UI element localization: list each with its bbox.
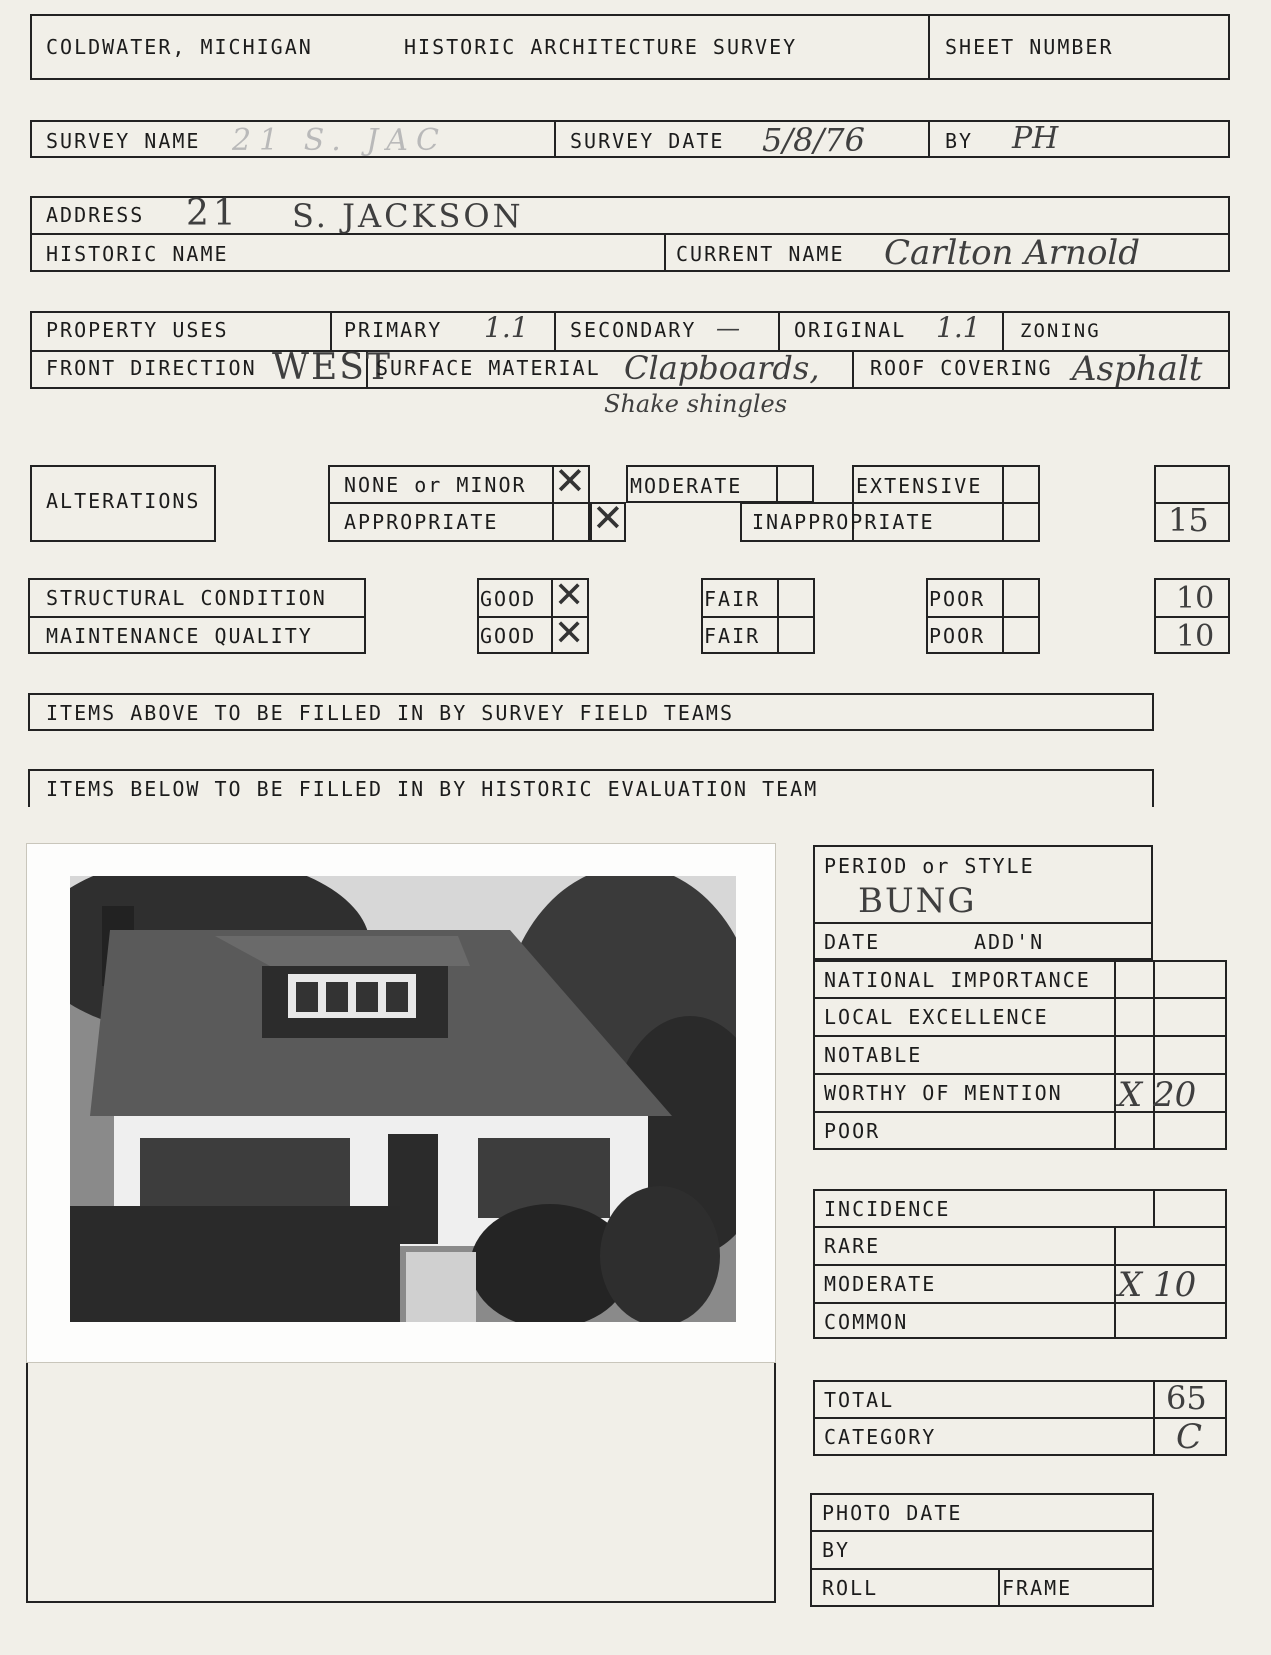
- structural-good-check: ✕: [554, 575, 585, 616]
- prop-v4: [1002, 311, 1004, 350]
- address-street: S. JACKSON: [292, 197, 524, 235]
- evaluation-team-note: ITEMS BELOW TO BE FILLED IN BY HISTORIC EVALUATION TEAM: [46, 777, 819, 801]
- incidence-vline-2: [1153, 1189, 1155, 1226]
- maintenance-good-check: ✕: [554, 613, 585, 654]
- by-label: BY: [945, 129, 974, 153]
- by-value: PH: [1012, 121, 1059, 156]
- roof-covering-value: Asphalt: [1072, 349, 1203, 389]
- worthy-of-mention-score: X 20: [1118, 1075, 1197, 1115]
- importance-vline-1: [1114, 960, 1116, 1150]
- addn-label: ADD'N: [974, 930, 1045, 954]
- survey-divider-2: [928, 120, 930, 158]
- survey-divider-1: [554, 120, 556, 158]
- pi-h1: [810, 1530, 1154, 1532]
- alterations-label: ALTERATIONS: [46, 489, 201, 513]
- survey-name-label: SURVEY NAME: [46, 129, 201, 153]
- historic-name-label: HISTORIC NAME: [46, 242, 229, 266]
- notable-label: NOTABLE: [824, 1043, 923, 1067]
- inapp-bottom: [740, 540, 1040, 542]
- survey-name-value: 21 S. JAC: [232, 123, 447, 158]
- secondary-label: SECONDARY: [570, 318, 697, 342]
- totals-hline: [813, 1417, 1227, 1419]
- ext-vline: [1002, 465, 1004, 542]
- period-style-value: BUNG: [858, 881, 977, 921]
- cond-label-hline: [28, 616, 366, 618]
- structural-fair-label: FAIR: [704, 587, 761, 611]
- category-value: C: [1176, 1417, 1203, 1457]
- secondary-value: —: [716, 314, 740, 342]
- appropriate-label: APPROPRIATE: [344, 510, 499, 534]
- alterations-score: 15: [1168, 501, 1209, 539]
- house-photo: [70, 876, 736, 1322]
- appropriate-check: ✕: [592, 496, 624, 540]
- maintenance-fair-label: FAIR: [704, 624, 761, 648]
- survey-date-value: 5/8/76: [762, 121, 865, 159]
- fair-vline: [777, 578, 779, 654]
- roll-label: ROLL: [822, 1576, 879, 1600]
- structural-poor-label: POOR: [929, 587, 986, 611]
- prop-v1: [330, 311, 332, 350]
- ext-hline: [740, 502, 1040, 504]
- none-minor-check: ✕: [554, 459, 586, 503]
- total-value: 65: [1166, 1379, 1207, 1417]
- importance-vline-2: [1153, 960, 1155, 1150]
- prop-v2: [554, 311, 556, 350]
- front-direction-label: FRONT DIRECTION: [46, 356, 257, 380]
- original-value: 1.1: [936, 311, 981, 344]
- form-title: HISTORIC ARCHITECTURE SURVEY: [404, 35, 798, 59]
- none-minor-label: NONE or MINOR: [344, 473, 527, 497]
- evaluation-poor-label: POOR: [824, 1119, 881, 1143]
- inappropriate-label: INAPPROPRIATE: [752, 510, 935, 534]
- totals-vline: [1153, 1380, 1155, 1456]
- roof-covering-label: ROOF COVERING: [870, 356, 1053, 380]
- sheet-number-label: SHEET NUMBER: [945, 35, 1114, 59]
- prop-v6: [852, 350, 854, 389]
- national-importance-label: NATIONAL IMPORTANCE: [824, 968, 1091, 992]
- imp-h1: [813, 997, 1227, 999]
- good-vline: [551, 578, 553, 654]
- date-label: DATE: [824, 930, 881, 954]
- inapp-vline: [740, 502, 742, 542]
- frame-label: FRAME: [1002, 1576, 1073, 1600]
- address-number: 21: [186, 193, 240, 234]
- incidence-moderate-label: MODERATE: [824, 1272, 937, 1296]
- period-hline: [813, 922, 1153, 924]
- poor-hline: [926, 616, 1040, 618]
- incidence-label: INCIDENCE: [824, 1197, 951, 1221]
- header-divider: [928, 14, 930, 80]
- maintenance-score: 10: [1176, 619, 1215, 654]
- primary-value: 1.1: [484, 311, 529, 344]
- address-vline: [664, 233, 666, 272]
- structural-condition-label: STRUCTURAL CONDITION: [46, 586, 327, 610]
- current-name-value: Carlton Arnold: [884, 233, 1141, 273]
- moderate-vline: [776, 465, 778, 503]
- total-label: TOTAL: [824, 1388, 895, 1412]
- photo-date-label: PHOTO DATE: [822, 1501, 963, 1525]
- prop-v3: [778, 311, 780, 350]
- incidence-vline-1: [1114, 1226, 1116, 1339]
- extensive-label: EXTENSIVE: [856, 474, 983, 498]
- maintenance-poor-label: POOR: [929, 624, 986, 648]
- zoning-label: ZONING: [1020, 320, 1101, 342]
- photo-by-label: BY: [822, 1538, 851, 1562]
- address-label: ADDRESS: [46, 203, 145, 227]
- pi-v: [998, 1568, 1000, 1607]
- current-name-label: CURRENT NAME: [676, 242, 845, 266]
- moderate-label: MODERATE: [630, 474, 743, 498]
- surface-material-label: SURFACE MATERIAL: [376, 356, 601, 380]
- original-label: ORIGINAL: [794, 318, 907, 342]
- structural-score: 10: [1176, 581, 1215, 616]
- incidence-moderate-score: X 10: [1118, 1265, 1197, 1305]
- common-label: COMMON: [824, 1310, 909, 1334]
- house-photo-svg: [70, 876, 736, 1322]
- period-style-label: PERIOD or STYLE: [824, 854, 1035, 878]
- worthy-of-mention-label: WORTHY OF MENTION: [824, 1081, 1063, 1105]
- front-direction-value: WEST: [272, 347, 392, 388]
- category-label: CATEGORY: [824, 1425, 937, 1449]
- city-label: COLDWATER, MICHIGAN: [46, 35, 313, 59]
- maintenance-good-label: GOOD: [480, 624, 537, 648]
- field-team-note: ITEMS ABOVE TO BE FILLED IN BY SURVEY FIELD TEAMS: [46, 701, 735, 725]
- alt-hline-1: [328, 502, 590, 504]
- imp-h2: [813, 1035, 1227, 1037]
- fair-hline: [701, 616, 815, 618]
- surface-material-value-2: Shake shingles: [604, 390, 788, 418]
- surface-material-value: Clapboards,: [624, 349, 820, 387]
- structural-good-label: GOOD: [480, 587, 537, 611]
- pi-h2: [810, 1568, 1154, 1570]
- local-excellence-label: LOCAL EXCELLENCE: [824, 1005, 1049, 1029]
- cond-score-hline: [1154, 616, 1230, 618]
- inc-h1: [813, 1226, 1227, 1228]
- primary-label: PRIMARY: [344, 318, 443, 342]
- survey-date-label: SURVEY DATE: [570, 129, 725, 153]
- rare-label: RARE: [824, 1234, 881, 1258]
- maintenance-quality-label: MAINTENANCE QUALITY: [46, 624, 313, 648]
- property-uses-label: PROPERTY USES: [46, 318, 229, 342]
- poor-vline: [1002, 578, 1004, 654]
